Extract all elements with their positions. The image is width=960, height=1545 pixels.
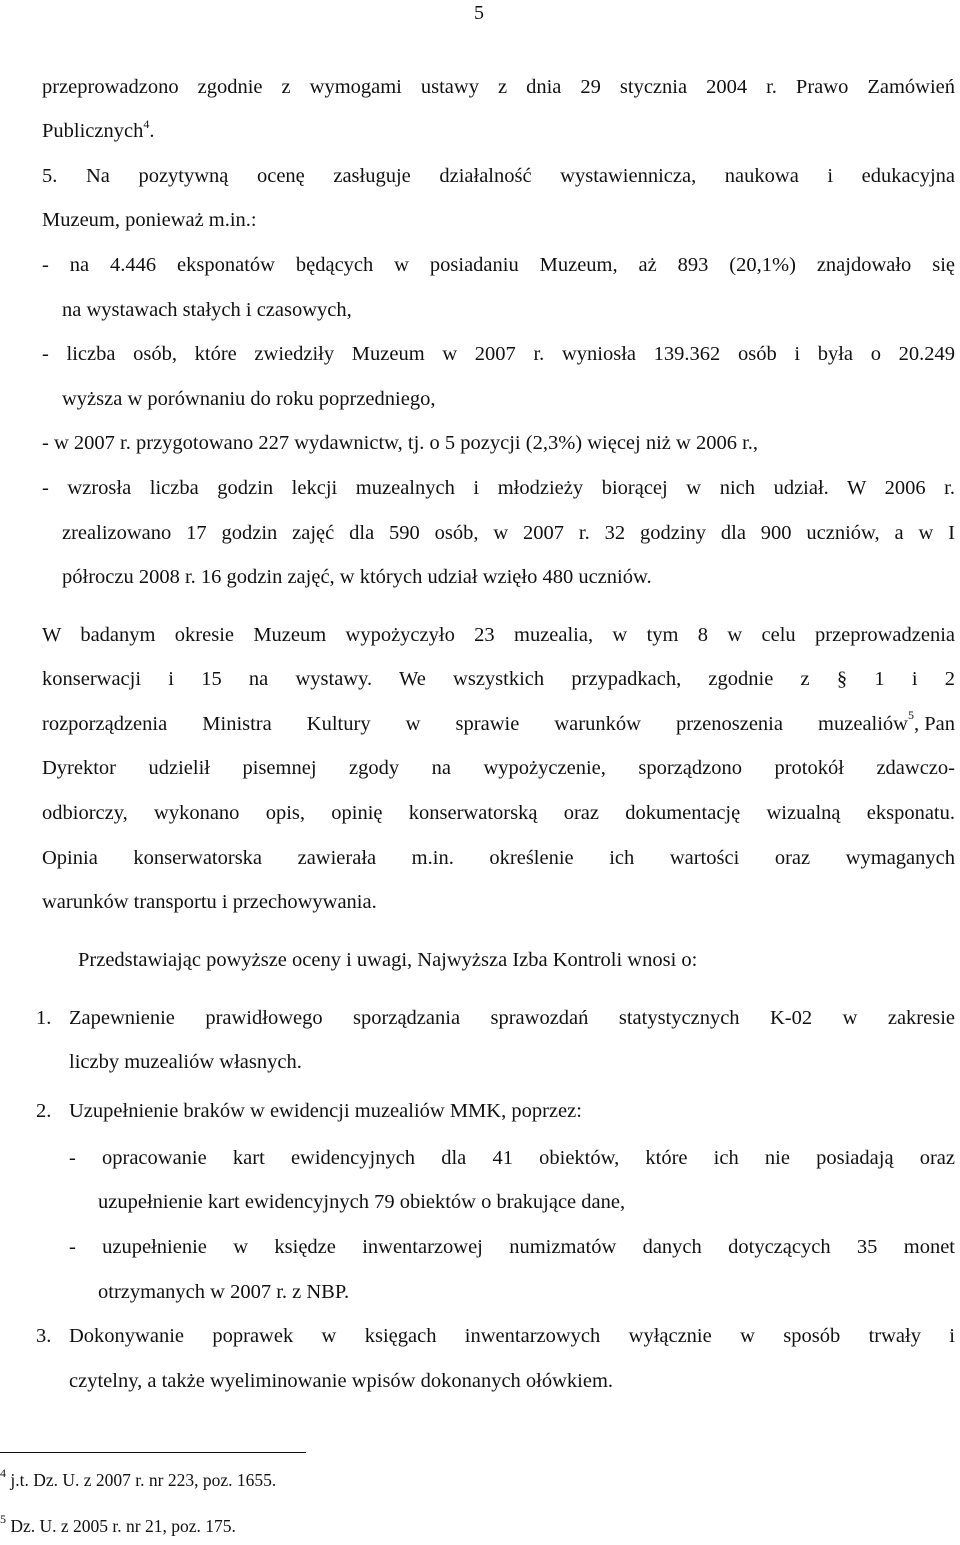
list-item: - na 4.446 eksponatów będących w posiadaniu Muzeum, aż 893 (20,1%) znajdowało się [42,254,955,276]
list-number: 2. [36,1100,52,1122]
footnote [0,1466,277,1491]
text-line: Publicznych$^4$. [42,117,155,142]
text-line: konserwacji i 15 na wystawy. We wszystkich przypadkach, zgodnie z § 1 i 2 [42,668,955,690]
text-line: odbiorczy, wykonano opis, opinię konserwatorską oraz dokumentację wizualną eksponatu. [42,802,955,824]
list-number: 1. [36,1007,52,1029]
footnote-mark: 4 [0,1466,6,1480]
list-item: - wzrosła liczba godzin lekcji muzealnych i młodzieży biorącej w nich udział. W 2006 r. [42,477,955,499]
list-item: Dokonywanie poprawek w księgach inwentarzowych wyłącznie w sposób trwały i [69,1325,955,1347]
text-line: 5. Na pozytywną ocenę zasługuje działalność wystawiennicza, naukowa i edukacyjna [42,165,955,187]
list-item: Uzupełnienie braków w ewidencji muzealiów MMK, poprzez: [69,1100,582,1122]
list-item: Zapewnienie prawidłowego sporządzania sprawozdań statystycznych K-02 w zakresie [69,1007,955,1029]
footnote-text: j.t. Dz. U. z 2007 r. nr 223, poz. 1655. [10,1470,277,1490]
text-span: , Pan [914,713,955,735]
page-number: 5 [474,2,484,24]
list-item: - uzupełnienie w księdze inwentarzowej numizmatów danych dotyczących 35 monet [69,1236,955,1258]
text-span: Publicznych [42,120,144,142]
text-span: rozporządzenia Ministra Kultury w sprawie warunków przenoszenia muzealiów [42,713,908,735]
text-line: czytelny, a także wyeliminowanie wpisów dokonanych ołówkiem. [69,1370,614,1392]
text-line [42,708,955,737]
text-line: Opinia konserwatorska zawierała m.in. określenie ich wartości oraz wymaganych [42,847,955,869]
text-line: otrzymanych w 2007 r. z NBP. [98,1281,350,1303]
footnote-ref: 4 [143,117,150,131]
text-line: przeprowadzono zgodnie z wymogami ustawy z dnia 29 stycznia 2004 r. Prawo Zamówień [42,76,955,98]
text-line: liczby muzealiów własnych. [69,1051,302,1073]
footnote-separator [0,1452,306,1453]
text-line: Przedstawiając powyższe oceny i uwagi, Najwyższa Izba Kontroli wnosi o: [78,949,698,971]
footnote-mark: 5 [0,1512,6,1526]
list-number: 3. [36,1325,52,1347]
list-item: - w 2007 r. przygotowano 227 wydawnictw, tj. o 5 pozycji (2,3%) więcej niż w 2006 r., [42,432,759,454]
text-line: warunków transportu i przechowywania. [42,891,377,913]
footnote-text: Dz. U. z 2005 r. nr 21, poz. 175. [10,1516,236,1536]
list-item: - opracowanie kart ewidencyjnych dla 41 obiektów, które ich nie posiadają oraz [69,1147,955,1169]
text-line: wyższa w porównaniu do roku poprzedniego, [62,388,436,410]
text-line: na wystawach stałych i czasowych, [62,299,352,321]
footnote [0,1512,236,1537]
text-line: Dyrektor udzielił pisemnej zgody na wypożyczenie, sporządzono protokół zdawczo- [42,757,955,779]
text-line: uzupełnienie kart ewidencyjnych 79 obiektów o brakujące dane, [98,1191,626,1213]
text-line: W badanym okresie Muzeum wypożyczyło 23 muzealia, w tym 8 w celu przeprowadzenia [42,624,955,646]
text-line: Muzeum, ponieważ m.in.: [42,209,257,231]
text-line: zrealizowano 17 godzin zajęć dla 590 osób, w 2007 r. 32 godziny dla 900 uczniów, a w I [62,522,955,544]
footnote-ref: 5 [908,708,914,722]
list-item: - liczba osób, które zwiedziły Muzeum w 2007 r. wyniosła 139.362 osób i była o 20.249 [42,343,955,365]
text-line: półroczu 2008 r. 16 godzin zajęć, w których udział wzięło 480 uczniów. [62,566,652,588]
